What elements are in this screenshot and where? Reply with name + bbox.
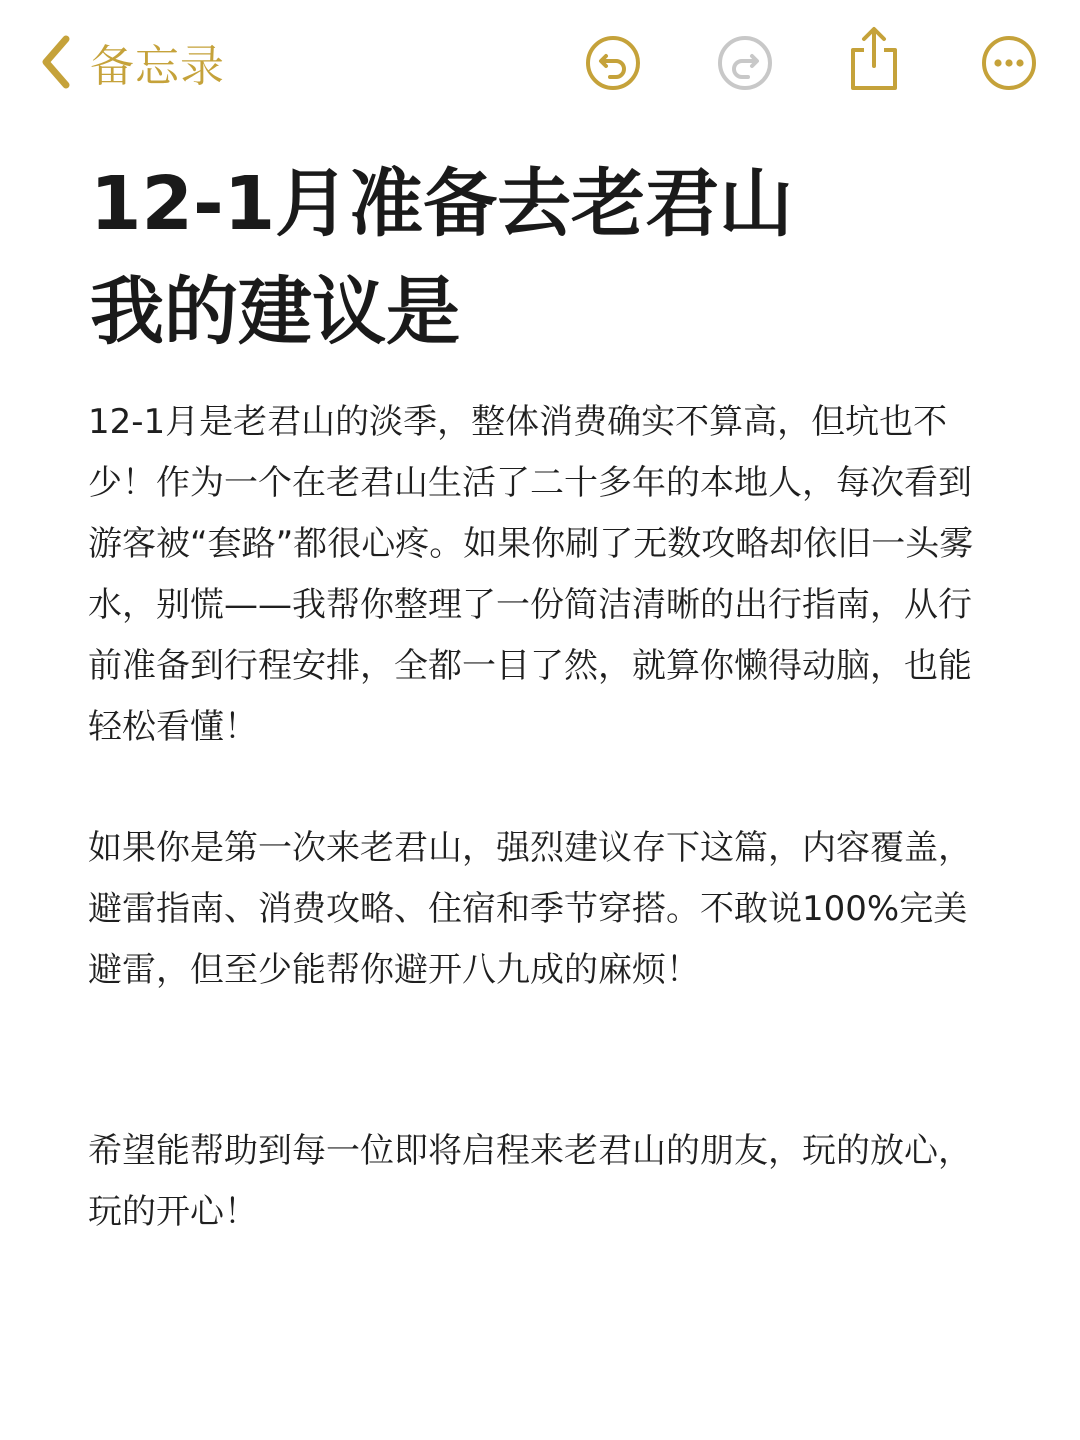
note-title[interactable] <box>90 150 1030 366</box>
more-button[interactable] <box>980 34 1038 92</box>
chevron-left-icon <box>38 33 72 91</box>
note-title-line-1: 12-1月准备去老君山 <box>90 161 794 247</box>
back-label: 备忘录 <box>90 41 225 92</box>
note-title-line-2: 我的建议是 <box>90 269 460 355</box>
share-button[interactable] <box>845 26 903 92</box>
undo-button[interactable] <box>584 34 642 92</box>
redo-button[interactable] <box>716 34 774 92</box>
note-paragraph-3[interactable]: 希望能帮助到每一位即将启程来老君山的朋友，玩的放心，玩的开心！ <box>88 1131 972 1232</box>
more-icon <box>980 34 1038 92</box>
share-icon <box>845 26 903 92</box>
undo-icon <box>584 34 642 92</box>
note-paragraph-1[interactable]: 12-1月是老君山的淡季，整体消费确实不算高，但坑也不少！作为一个在老君山生活了二十多年的本地人，每次看到游客被“套路”都很心疼。如果你刷了无数攻略却依旧一头雾水，别慌——我帮你整理了一份简洁清晰的出行指南，从行前准备到行程安排，全都一目了然，就算你懒得动脑，也能轻松看懂！ <box>88 402 974 747</box>
top-toolbar <box>0 0 1080 126</box>
back-button[interactable] <box>38 30 225 94</box>
redo-icon <box>716 34 774 92</box>
note-paragraph-2[interactable]: 如果你是第一次来老君山，强烈建议存下这篇，内容覆盖，避雷指南、消费攻略、住宿和季节穿搭。不敢说100%完美避雷，但至少能帮你避开八九成的麻烦！ <box>88 828 972 990</box>
